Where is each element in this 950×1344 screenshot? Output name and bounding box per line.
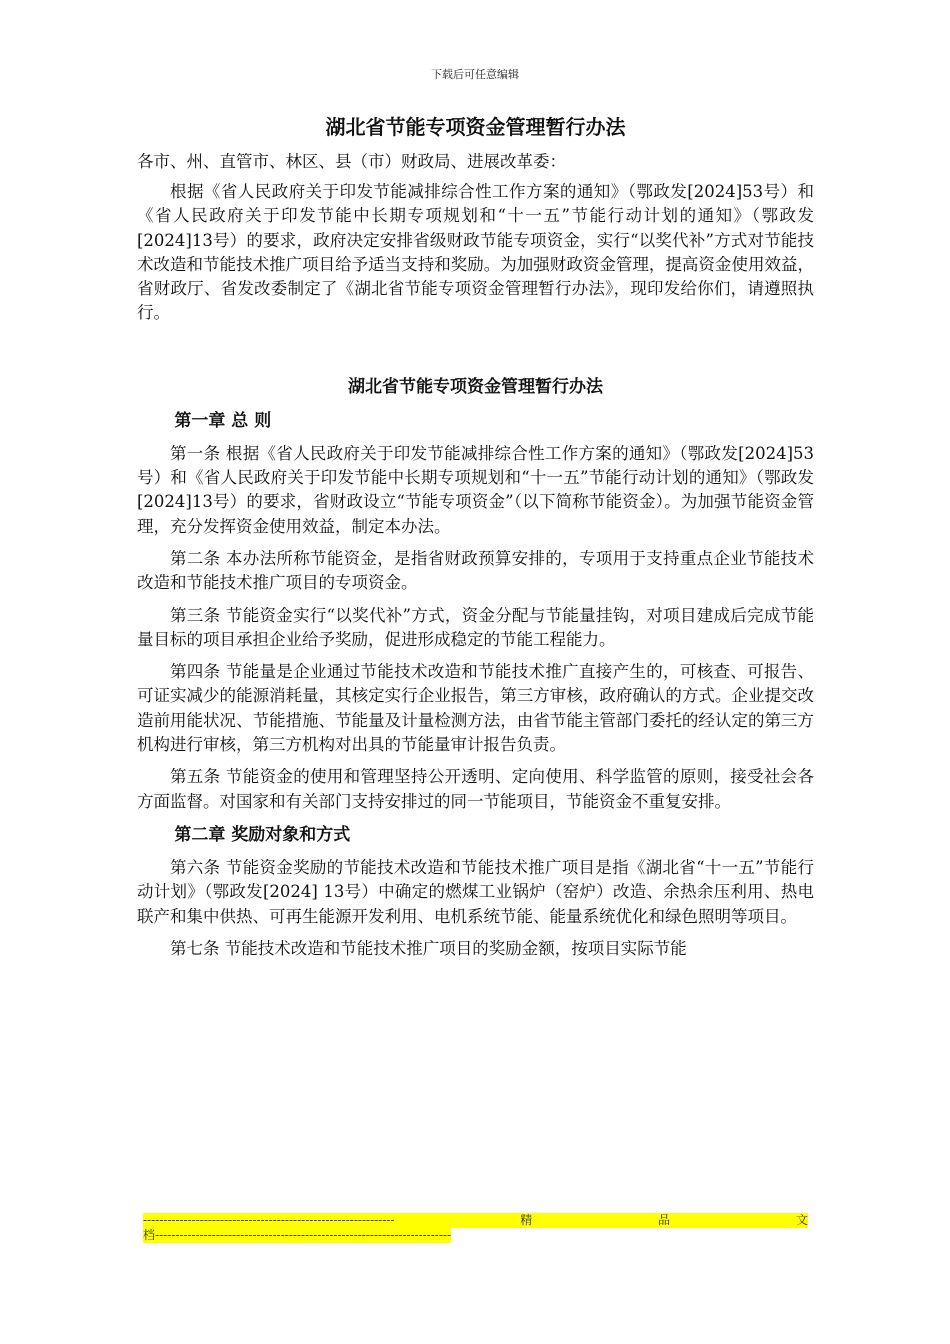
article-4: 第四条 节能量是企业通过节能技术改造和节能技术推广直接产生的，可核查、可报告、可证实减少的能源消耗量，其核定实行企业报告，第三方审核，政府确认的方式。企业提交改造前用能状况、节能措施、节能量及计量检测方法，由省节能主管部门委托的经认定的第三方机构进行审核，第三方机构对出具的节能量审计报告负责。 [137, 662, 814, 755]
article-7: 第七条 节能技术改造和节能技术推广项目的奖励金额，按项目实际节能 [170, 938, 687, 958]
article-1: 第一条 根据《省人民政府关于印发节能减排综合性工作方案的通知》（鄂政发[2024]53号）和《省人民政府关于印发节能中长期专项规划和“十一五”节能行动计划的通知》（鄂政发[2024]13号）的要求，省财政设立“节能专项资金”（以下简称节能资金）。为加强节能资金管理，充分发挥资金使用效益，制定本办法。 [137, 443, 814, 536]
intro-paragraph: 根据《省人民政府关于印发节能减排综合性工作方案的通知》（鄂政发[2024]53号）和《省人民政府关于印发节能中长期专项规划和“十一五”节能行动计划的通知》（鄂政发[2024]13号）的要求，政府决定安排省级财政节能专项资金，实行“以奖代补”方式对节能技术改造和节能技术推广项目给予适当支持和奖励。为加强财政资金管理，提高资金使用效益，省财政厅、省发改委制定了《湖北省节能专项资金管理暂行办法》，现印发给你们，请遵照执行。 [137, 182, 814, 323]
salutation: 各市、州、直管市、林区、县（市）财政局、进展改革委： [137, 152, 566, 171]
article-6: 第六条 节能资金奖励的节能技术改造和节能技术推广项目是指《湖北省“十一五”节能行动计划》（鄂政发[2024] 13号）中确定的燃煤工业锅炉（窑炉）改造、余热余压利用、热电联产和集中供热、可再生能源开发利用、电机系统节能、能量系统优化和绿色照明等项目。 [137, 857, 814, 926]
footer-line-1 [143, 1213, 808, 1228]
article-5: 第五条 节能资金的使用和管理坚持公开透明、定向使用、科学监管的原则，接受社会各方面监督。对国家和有关部门支持安排过的同一节能项目，节能资金不重复安排。 [137, 767, 814, 811]
footer-dashes-b: ------------------------------------------------------------------------- [155, 1228, 452, 1242]
page-footer [143, 1213, 808, 1247]
footer-char-4: 档 [143, 1228, 156, 1242]
chapter-2-heading: 第二章 奖励对象和方式 [174, 824, 351, 845]
section-title: 湖北省节能专项资金管理暂行办法 [348, 376, 603, 397]
article-2: 第二条 本办法所称节能资金，是指省财政预算安排的，专项用于支持重点企业节能技术改造和节能技术推广项目的专项资金。 [137, 548, 814, 593]
footer-char-3: 文 [795, 1213, 808, 1227]
document-title: 湖北省节能专项资金管理暂行办法 [325, 115, 626, 139]
footer-dashes-a: -------------------------------------------------------------- [143, 1213, 395, 1227]
footer-char-2: 品 [658, 1213, 671, 1227]
footer-line-2 [143, 1228, 451, 1243]
chapter-1-heading: 第一章 总 则 [174, 410, 272, 431]
page-header: 下载后可任意编辑 [431, 68, 519, 81]
footer-char-1: 精 [520, 1213, 533, 1227]
article-3: 第三条 节能资金实行“以奖代补”方式，资金分配与节能量挂钩，对项目建成后完成节能量目标的项目承担企业给予奖励，促进形成稳定的节能工程能力。 [137, 605, 814, 649]
document-body [137, 112, 814, 969]
